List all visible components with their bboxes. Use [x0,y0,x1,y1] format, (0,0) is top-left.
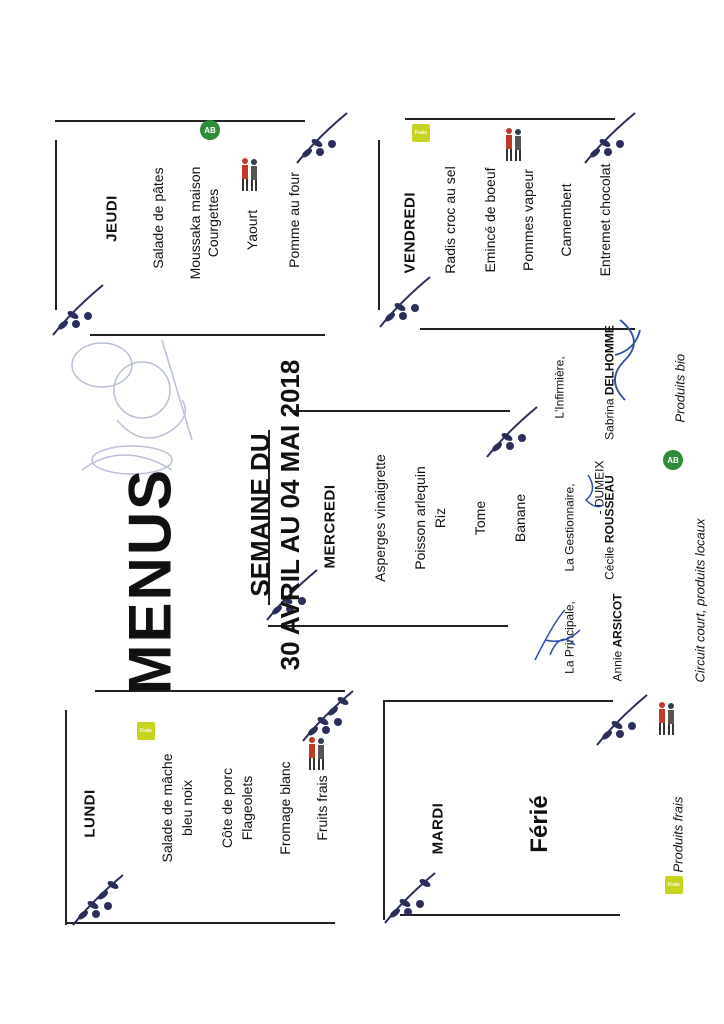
menu-item: Fruits frais [314,775,330,841]
panel-lundi-border-left [65,710,67,925]
handwritten-signature [578,470,608,515]
frais-badge-icon: Frais [412,124,430,142]
menu-item: Yaourt [244,209,260,251]
menu-item: Fromage blanc [277,761,293,855]
menu-item: Moussaka maison [187,166,203,280]
day-title-jeudi: JEUDI [103,195,121,242]
local-farmers-icon [655,700,677,738]
day-title-vendredi: VENDREDI [401,191,419,274]
menu-item: Entremet chocolat [597,163,613,277]
menu-item: Emincé de boeuf [482,167,498,273]
olive-branch-icon [380,868,440,928]
panel-mardi-border-top [383,700,613,702]
chef-illustration [62,320,212,490]
signature-principale-role: La Principale, [562,601,577,674]
signature-principale-name: Annie ARSICOT [610,593,625,682]
signature-gestionnaire-name: Cécile ROUSSEAU [602,475,617,580]
legend-bio: Produits bio [672,353,688,423]
menu-item: Courgettes [205,188,221,258]
olive-branch-icon [68,870,128,930]
ferie-label: Férié [526,795,553,853]
menu-item: Salade de pâtes [150,167,166,269]
olive-branch-icon [298,686,358,746]
signature-gestionnaire-role: La Gestionnaire, [562,483,577,572]
day-title-mardi: MARDI [429,802,447,855]
bio-ab-icon: AB [200,120,220,140]
local-farmers-icon [502,126,524,164]
week-line-2: 30 AVRIL AU 04 MAI 2018 [275,359,305,671]
menu-item: bleu noix [179,779,195,837]
handwritten-signature [525,600,585,670]
olive-branch-icon [482,402,542,462]
menu-item: Banane [512,493,528,543]
menu-item: Salade de mâche [159,753,175,863]
olive-branch-icon [292,108,352,168]
week-line-1: SEMAINE DU [245,433,275,597]
menu-item: Radis croc au sel [442,166,458,274]
menu-item: Tome [472,500,488,536]
olive-branch-icon [375,272,435,332]
menu-item: Côte de porc [219,767,235,849]
signature-infirmiere-role: L'Infirmière, [552,356,567,419]
menu-item: Asperges vinaigrette [372,454,388,582]
signature-gestionnaire-suffix: - DUMEIX [592,460,607,515]
signature-infirmiere-name: Sabrina DELHOMME [602,325,617,440]
menu-item: Poisson arlequin [412,466,428,570]
panel-mercredi-border-top [290,410,510,412]
handwritten-signature [595,300,655,410]
olive-branch-icon [580,108,640,168]
menu-item: Flageolets [239,775,255,841]
legend-frais: Produits frais [670,796,686,873]
legend-local: Circuit court, produits locaux [692,518,708,683]
frais-badge-icon: Frais [137,722,155,740]
day-title-mercredi: MERCREDI [321,484,339,569]
menu-item: Riz [432,507,448,529]
frais-badge-icon: Frais [665,876,683,894]
bio-ab-icon: AB [663,450,683,470]
menu-item: Pommes vapeur [520,169,536,271]
panel-jeudi-border-top [55,120,305,122]
local-farmers-icon [238,156,260,194]
menu-item: Camembert [558,183,574,257]
day-title-lundi: LUNDI [81,789,99,838]
menu-item: Pomme au four [286,172,302,268]
page-title: MENUS [116,467,184,695]
